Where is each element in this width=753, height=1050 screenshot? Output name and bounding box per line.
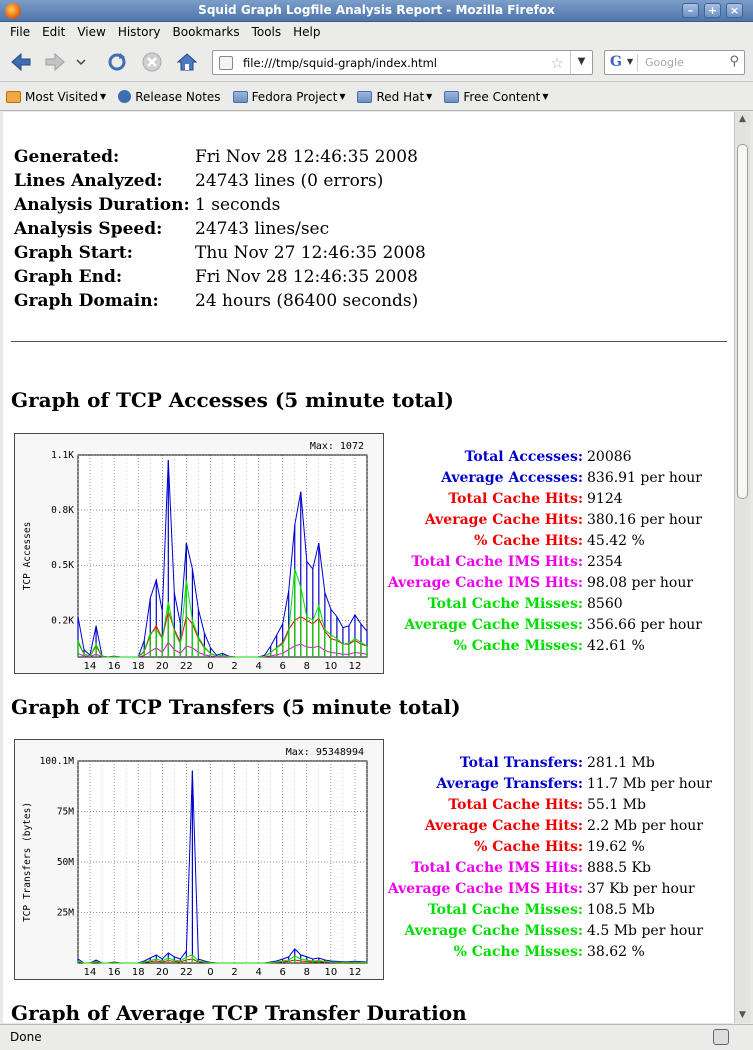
menu-tools[interactable]: Tools [251, 25, 282, 39]
info-label: Graph Start: [14, 243, 133, 263]
bookmark-label: Release Notes [135, 89, 221, 104]
history-dropdown-button[interactable] [74, 50, 88, 74]
close-button[interactable]: × [726, 3, 743, 18]
bookmark-most-visited[interactable] [6, 90, 106, 104]
info-value: Fri Nov 28 12:46:35 2008 [195, 147, 418, 167]
info-label: Analysis Duration: [14, 195, 190, 215]
info-value: Fri Nov 28 12:46:35 2008 [195, 267, 418, 287]
reload-icon [106, 51, 128, 73]
menu-history[interactable]: History [117, 25, 161, 39]
x-tick-label: 12 [348, 661, 362, 672]
stat-label: Total Transfers: [459, 755, 583, 771]
bookmark-label: Red Hat [376, 89, 425, 104]
x-tick-label: 0 [207, 967, 214, 978]
x-tick-label: 18 [131, 967, 145, 978]
menu-help[interactable]: Help [293, 25, 321, 39]
vertical-scrollbar[interactable] [734, 112, 750, 1023]
stat-label: Average Cache Misses: [404, 923, 583, 939]
stat-label: Total Cache Hits: [448, 797, 583, 813]
folder-icon [444, 91, 459, 103]
x-tick-label: 20 [155, 661, 169, 672]
stat-label: Total Cache Misses: [427, 596, 583, 612]
x-tick-label: 16 [107, 661, 121, 672]
section-heading-duration: Graph of Average TCP Transfer Duration [11, 1001, 467, 1023]
chevron-down-icon: ▼ [339, 92, 346, 101]
stat-label: Total Cache Hits: [448, 491, 583, 507]
x-tick-label: 20 [155, 967, 169, 978]
stat-value: 98.08 per hour [587, 575, 694, 591]
x-tick-label: 8 [303, 967, 310, 978]
bookmark-label: Free Content [463, 89, 541, 104]
x-tick-label: 14 [83, 967, 97, 978]
forward-arrow-icon [44, 52, 66, 72]
status-bar [0, 1024, 753, 1050]
stat-value: 19.62 % [587, 839, 645, 855]
stat-value: 836.91 per hour [587, 470, 702, 486]
bookmark-free-content[interactable] [444, 90, 548, 104]
max-label: Max: 1072 [309, 441, 364, 452]
search-magnifier-icon[interactable]: ⚲ [729, 54, 739, 69]
x-tick-label: 8 [303, 661, 310, 672]
stat-value: 11.7 Mb per hour [587, 776, 712, 792]
security-status-icon[interactable] [713, 1029, 729, 1045]
stat-label: % Cache Hits: [474, 533, 583, 549]
menu-bar [0, 22, 753, 42]
x-tick-label: 4 [255, 967, 262, 978]
section-heading-transfers: Graph of TCP Transfers (5 minute total) [11, 695, 461, 719]
info-value: 1 seconds [195, 195, 281, 215]
stat-value: 20086 [587, 449, 632, 465]
scroll-up-arrow-icon[interactable]: ▲ [739, 114, 746, 124]
stat-label: Total Cache Misses: [427, 902, 583, 918]
info-label: Lines Analyzed: [14, 171, 163, 191]
info-value: 24743 lines (0 errors) [195, 171, 384, 191]
y-tick-label: 1.1K [51, 450, 74, 461]
stat-label: Average Cache Hits: [424, 512, 583, 528]
y-axis-label: TCP Accesses [22, 521, 33, 591]
chart-tcp-accesses [15, 434, 383, 673]
window-title: Squid Graph Logfile Analysis Report - Mozilla Firefox [198, 3, 555, 17]
url-bar[interactable] [212, 50, 593, 75]
info-label: Graph Domain: [14, 291, 159, 311]
x-tick-label: 14 [83, 661, 97, 672]
x-tick-label: 0 [207, 661, 214, 672]
x-tick-label: 22 [180, 967, 193, 978]
section-heading-accesses: Graph of TCP Accesses (5 minute total) [11, 388, 454, 412]
chevron-down-icon [76, 58, 86, 66]
stat-label: Average Cache IMS Hits: [387, 575, 583, 591]
stat-value: 2354 [587, 554, 623, 570]
x-tick-label: 10 [324, 967, 338, 978]
bookmark-release-notes[interactable] [118, 90, 220, 104]
info-value: 24743 lines/sec [195, 219, 330, 239]
forward-button[interactable] [42, 50, 68, 74]
fedora-icon [118, 90, 131, 103]
stat-label: Average Cache Hits: [424, 818, 583, 834]
y-tick-label: 0.8K [51, 505, 74, 517]
menu-edit[interactable]: Edit [42, 25, 66, 39]
stat-label: % Cache Misses: [453, 944, 583, 960]
back-button[interactable] [8, 50, 34, 74]
stat-value: 9124 [587, 491, 623, 507]
stat-value: 37 Kb per hour [587, 881, 695, 897]
menu-file[interactable]: File [10, 25, 31, 39]
bookmark-red-hat[interactable] [357, 90, 432, 104]
y-tick-label: 50M [56, 857, 74, 869]
stat-value: 2.2 Mb per hour [587, 818, 704, 834]
stat-value: 108.5 Mb [587, 902, 655, 918]
stat-value: 45.42 % [587, 533, 645, 549]
stat-value: 8560 [587, 596, 623, 612]
chevron-down-icon: ▼ [542, 92, 549, 101]
chevron-down-icon: ▼ [100, 92, 107, 101]
max-label: Max: 95348994 [285, 747, 364, 758]
info-value: Thu Nov 27 12:46:35 2008 [195, 243, 426, 263]
search-engine-selector[interactable] [608, 54, 638, 71]
info-label: Generated: [14, 147, 120, 167]
stat-label: Average Cache IMS Hits: [387, 881, 583, 897]
stat-label: Average Accesses: [441, 470, 583, 486]
url-text[interactable]: file:///tmp/squid-graph/index.html [243, 56, 437, 70]
info-label: Analysis Speed: [14, 219, 163, 239]
x-tick-label: 10 [324, 661, 338, 672]
y-tick-label: 25M [56, 907, 74, 919]
info-value: 24 hours (86400 seconds) [195, 291, 419, 311]
x-tick-label: 22 [180, 661, 193, 672]
x-tick-label: 6 [279, 661, 286, 672]
home-icon [176, 51, 198, 73]
graph-tcp-transfers [14, 739, 384, 980]
info-label: Graph End: [14, 267, 123, 287]
url-history-dropdown[interactable]: ▼ [570, 51, 592, 74]
y-tick-label: 0.5K [51, 560, 74, 572]
window-titlebar [0, 0, 753, 22]
most-visited-icon [6, 91, 21, 103]
x-tick-label: 18 [131, 661, 145, 672]
y-tick-label: 0.2K [51, 615, 74, 627]
stat-label: Total Cache IMS Hits: [411, 860, 583, 876]
stat-value: 4.5 Mb per hour [587, 923, 704, 939]
x-tick-label: 2 [231, 661, 238, 672]
x-tick-label: 12 [348, 967, 362, 978]
back-arrow-icon [10, 52, 32, 72]
stat-label: Total Cache IMS Hits: [411, 554, 583, 570]
x-tick-label: 4 [255, 661, 262, 672]
y-tick-label: 100.1M [39, 756, 74, 767]
x-tick-label: 16 [107, 967, 121, 978]
x-tick-label: 6 [279, 967, 286, 978]
graph-tcp-accesses [14, 433, 384, 674]
search-input[interactable]: Google [645, 56, 684, 69]
stop-button[interactable] [139, 50, 165, 74]
stat-value: 356.66 per hour [587, 617, 702, 633]
y-tick-label: 75M [56, 806, 74, 818]
menu-bookmarks[interactable]: Bookmarks [172, 25, 240, 39]
y-axis-label: TCP Transfers (bytes) [22, 801, 33, 923]
stat-value: 42.61 % [587, 638, 645, 654]
search-bar[interactable] [604, 50, 745, 75]
folder-icon [357, 91, 372, 103]
chart-tcp-transfers [15, 740, 383, 979]
stat-label: Average Transfers: [436, 776, 583, 792]
x-tick-label: 2 [231, 967, 238, 978]
maximize-button[interactable]: + [704, 3, 721, 18]
home-button[interactable] [174, 50, 200, 74]
page-content [3, 112, 734, 1023]
scrollbar-thumb[interactable] [737, 144, 748, 499]
site-identity-icon[interactable] [219, 56, 233, 70]
stat-label: Total Accesses: [464, 449, 583, 465]
google-icon: G [610, 54, 622, 70]
stop-icon [141, 51, 163, 73]
stat-label: % Cache Hits: [474, 839, 583, 855]
status-text: Done [10, 1030, 42, 1044]
scroll-down-arrow-icon[interactable]: ▼ [739, 1010, 746, 1020]
navigation-toolbar [0, 42, 753, 82]
stat-value: 38.62 % [587, 944, 645, 960]
stat-value: 380.16 per hour [587, 512, 702, 528]
bookmark-label: Most Visited [25, 89, 99, 104]
menu-view[interactable]: View [77, 25, 106, 39]
bookmarks-toolbar [0, 83, 753, 111]
chevron-down-icon: ▼ [627, 57, 634, 66]
chevron-down-icon: ▼ [426, 92, 433, 101]
bookmark-star-icon[interactable]: ☆ [550, 54, 564, 72]
stat-label: Average Cache Misses: [404, 617, 583, 633]
stat-value: 55.1 Mb [587, 797, 646, 813]
reload-button[interactable] [104, 50, 130, 74]
stat-label: % Cache Misses: [453, 638, 583, 654]
bookmark-label: Fedora Project [251, 89, 338, 104]
bookmark-fedora-project[interactable] [233, 90, 346, 104]
horizontal-rule [11, 341, 727, 342]
folder-icon [233, 91, 248, 103]
stat-value: 888.5 Kb [587, 860, 651, 876]
minimize-button[interactable]: – [682, 3, 699, 18]
stat-value: 281.1 Mb [587, 755, 655, 771]
